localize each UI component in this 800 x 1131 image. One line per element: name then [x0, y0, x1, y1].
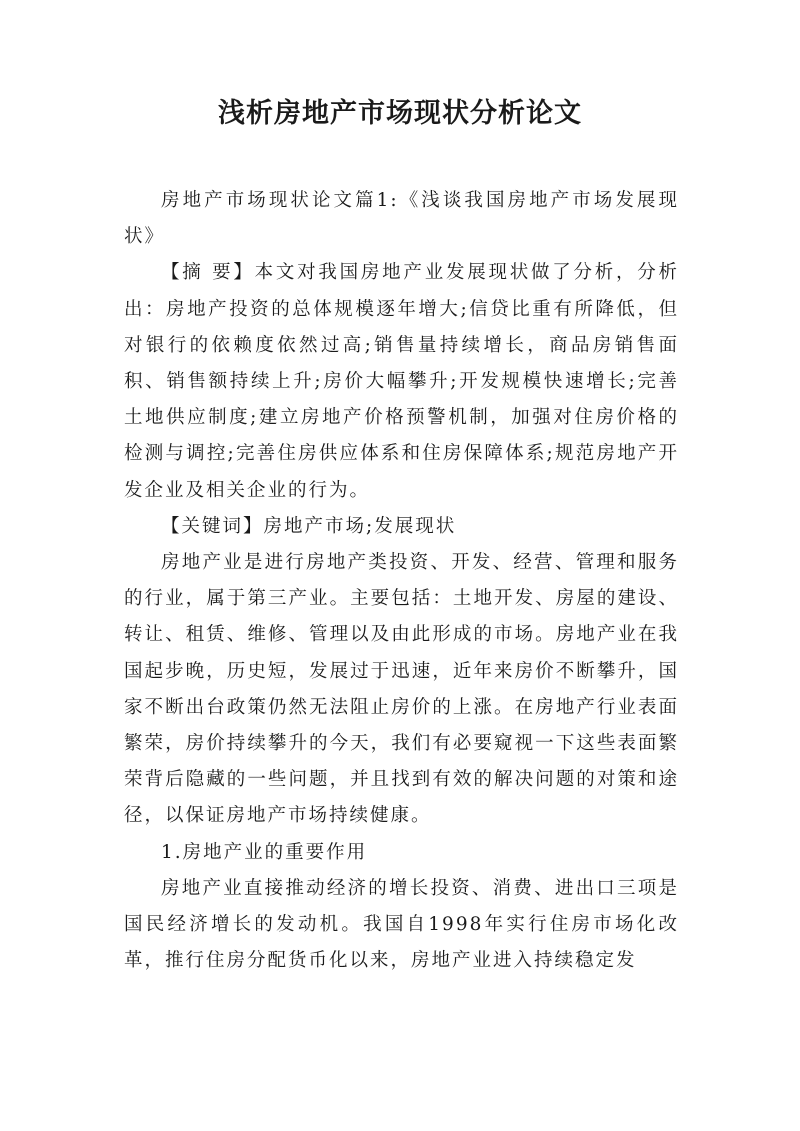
- paragraph-source-heading: 房地产市场现状论文篇1:《浅谈我国房地产市场发展现状》: [124, 190, 679, 248]
- document-body: [124, 183, 679, 979]
- paragraph-section-body: 房地产业直接推动经济的增长投资、消费、进出口三项是国民经济增长的发动机。我国自1998年实行住房市场化改革，推行住房分配货币化以来，房地产业进入持续稳定发: [124, 877, 679, 972]
- paragraph-keywords: 【关键词】房地产市场;发展现状: [161, 515, 457, 537]
- section-heading: 1.房地产业的重要作用: [161, 841, 368, 863]
- paragraph-introduction: 房地产业是进行房地产类投资、开发、经营、管理和服务的行业，属于第三产业。主要包括：土地开发、房屋的建设、转让、租赁、维修、管理以及由此形成的市场。房地产业在我国起步晚，历史短，发展过于迅速，近年来房价不断攀升，国家不断出台政策仍然无法阻止房价的上涨。在房地产行业表面繁荣，房价持续攀升的今天，我们有必要窥视一下这些表面繁荣背后隐藏的一些问题，并且找到有效的解决问题的对策和途径，以保证房地产市场持续健康。: [124, 552, 679, 827]
- paragraph-abstract: 【摘 要】本文对我国房地产业发展现状做了分析，分析出：房地产投资的总体规模逐年增大;信贷比重有所降低，但对银行的依赖度依然过高;销售量持续增长，商品房销售面积、销售额持续上升;房价大幅攀升;开发规模快速增长;完善土地供应制度;建立房地产价格预警机制，加强对住房价格的检测与调控;完善住房供应体系和住房保障体系;规范房地产开发企业及相关企业的行为。: [124, 262, 679, 501]
- document-title: 浅析房地产市场现状分析论文: [218, 98, 582, 129]
